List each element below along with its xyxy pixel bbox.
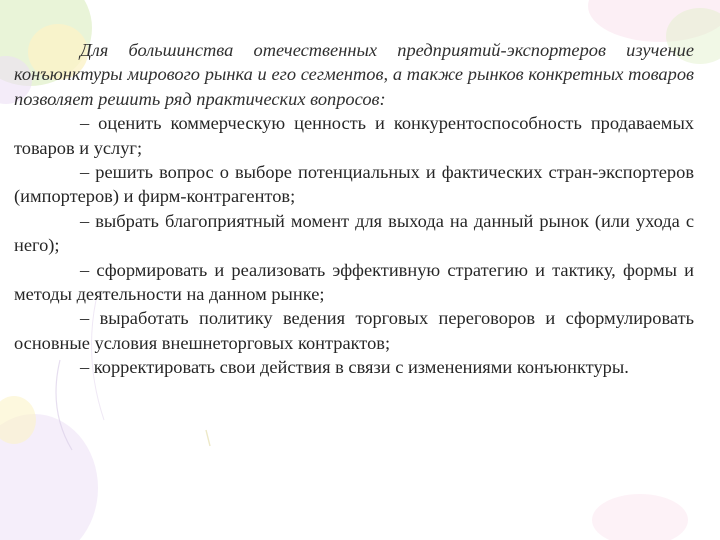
list-item: – решить вопрос о выборе потенциальных и фактических стран-экспортеров (импортеров) и фирм-контрагентов;	[14, 162, 694, 207]
list-item: – сформировать и реализовать эффективную стратегию и тактику, формы и методы деятельности на данном рынке;	[14, 259, 694, 305]
list-item: – оценить коммерческую ценность и конкурентоспособность продаваемых товаров и услуг;	[14, 113, 694, 158]
intro-paragraph: Для большинства отечественных предприятий-экспортеров изучение конъюнктуры мирового рынка и его сегментов, а также рынков конкретных товаров позволяет решить ряд практических вопросов:	[14, 40, 694, 109]
list-item: – выбрать благоприятный момент для выхода на данный рынок (или ухода с него);	[14, 210, 694, 256]
list-item: – выработать политику ведения торговых переговоров и сформулировать основные условия внешнеторговых контрактов;	[14, 308, 694, 353]
balloon-decoration-bottom-right	[592, 494, 688, 540]
list-item: – корректировать свои действия в связи с изменениями конъюнктуры.	[80, 357, 629, 378]
slide-text	[14, 38, 694, 380]
